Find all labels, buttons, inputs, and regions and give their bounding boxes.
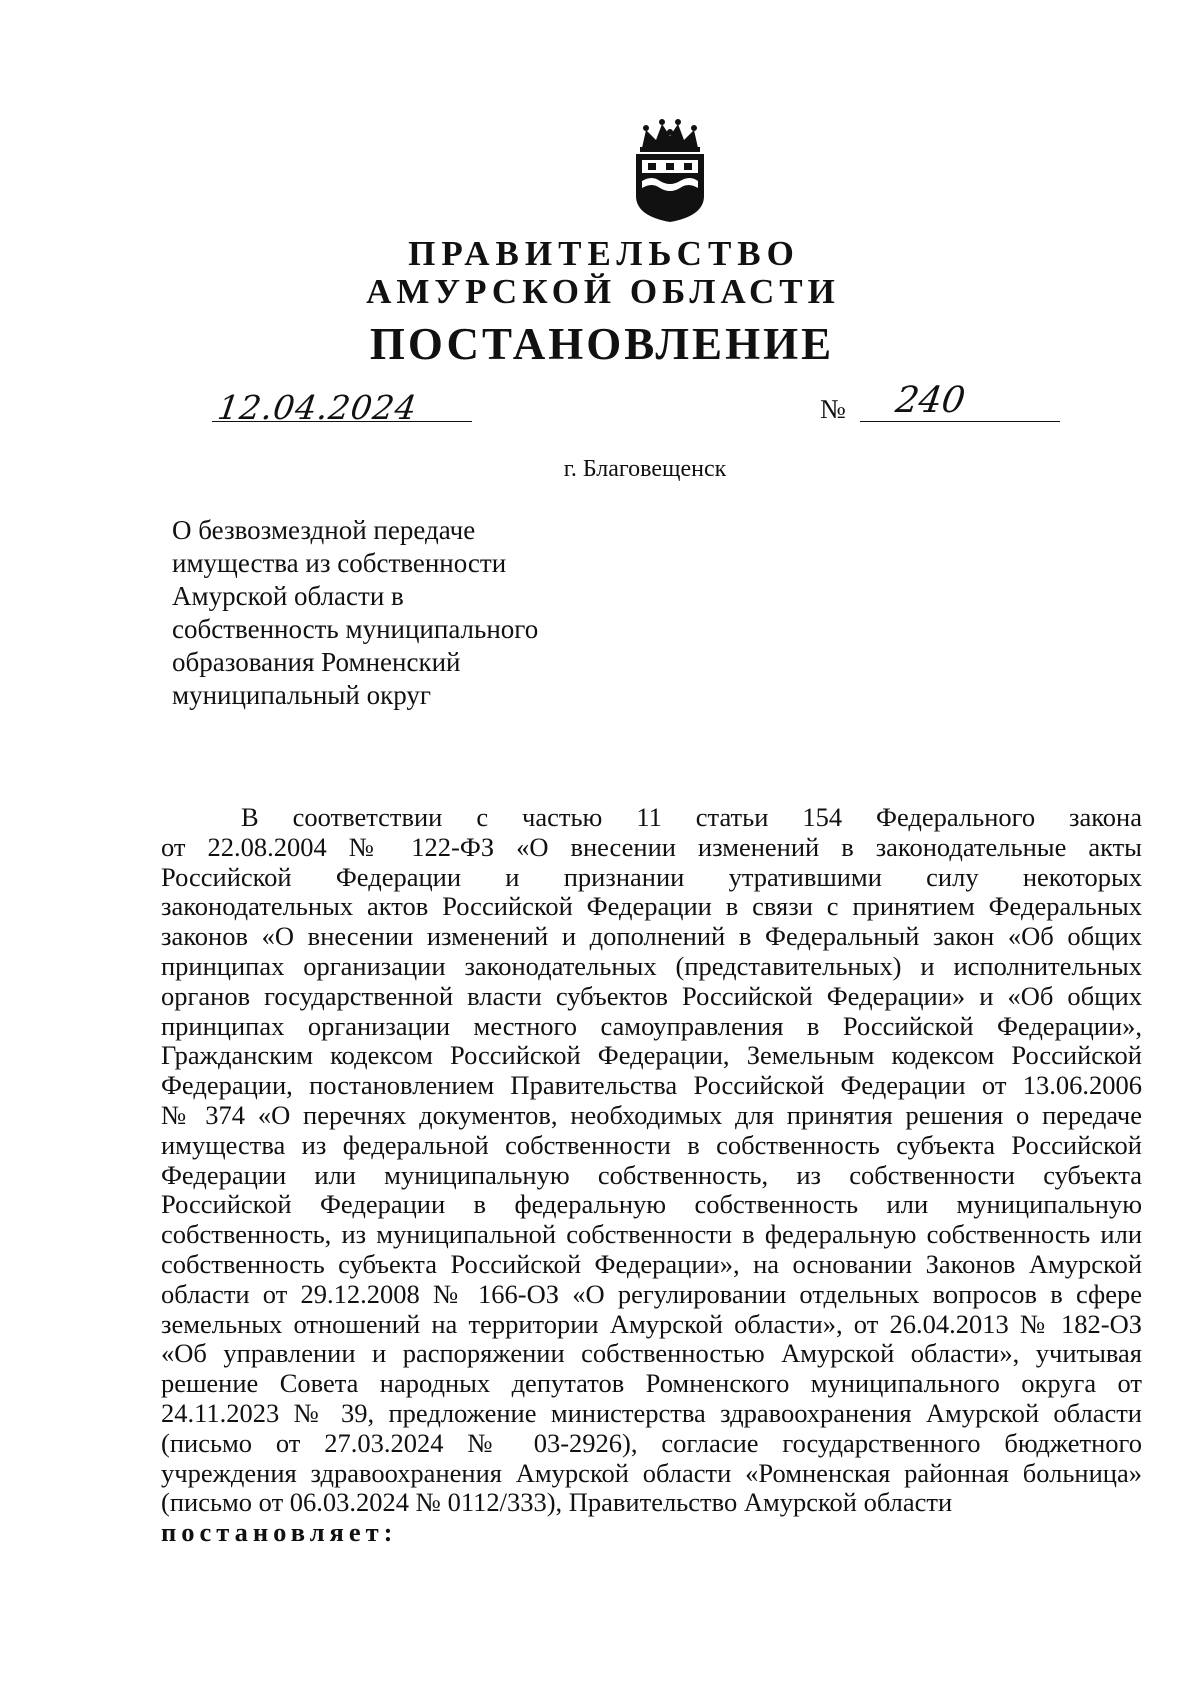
- body-line: решение Совета народных депутатов Ромненского муниципального округа от: [161, 1368, 1142, 1399]
- subject-line: О безвозмездной передаче: [172, 515, 476, 545]
- body-line: от 22.08.2004 № 122-ФЗ «О внесении изменений в законодательные акты: [161, 831, 1142, 862]
- body-line: (письмо от 06.03.2024 № 0112/333), Правительство Амурской области: [161, 1487, 953, 1518]
- resolves-keyword: постановляет:: [161, 1517, 398, 1548]
- body-line: законодательных актов Российской Федерации в связи с принятием Федеральных: [161, 891, 1142, 922]
- body-line: 24.11.2023 № 39, предложение министерства здравоохранения Амурской области: [161, 1397, 1142, 1428]
- handwritten-date: 12.04.2024: [215, 388, 420, 427]
- body-line: (письмо от 27.03.2024 № 03-2926), согласие государственного бюджетного: [161, 1427, 1142, 1458]
- body-line: собственность, из муниципальной собственности в федеральную собственность или: [161, 1219, 1142, 1250]
- organization-name-line1: ПРАВИТЕЛЬСТВО: [408, 234, 800, 273]
- document-type-title: ПОСТАНОВЛЕНИЕ: [369, 319, 835, 369]
- subject-line: Амурской области в: [172, 581, 404, 611]
- body-line: Российской Федерации в федеральную собственность или муниципальную: [161, 1189, 1142, 1220]
- number-sign: №: [820, 394, 846, 424]
- amur-region-coat-of-arms: [628, 118, 712, 224]
- body-line: земельных отношений на территории Амурской области», от 26.04.2013 № 182-ОЗ: [161, 1308, 1142, 1339]
- document-subject: [172, 514, 592, 712]
- body-line: № 374 «О перечнях документов, необходимых для принятия решения о передаче: [161, 1099, 1142, 1130]
- number-underline: [860, 421, 1060, 422]
- subject-line: образования Ромненский: [172, 647, 461, 677]
- body-line: Гражданским кодексом Российской Федерации, Земельным кодексом Российской: [161, 1040, 1142, 1071]
- body-line: собственность субъекта Российской Федерации», на основании Законов Амурской: [161, 1248, 1142, 1279]
- body-line: Российской Федерации и признании утратившими силу некоторых: [161, 861, 1142, 892]
- body-line: органов государственной власти субъектов Российской Федерации» и «Об общих: [161, 980, 1142, 1011]
- body-line: законов «О внесении изменений и дополнений в Федеральный закон «Об общих: [161, 921, 1142, 952]
- body-line: Федерации, постановлением Правительства Российской Федерации от 13.06.2006: [161, 1070, 1142, 1101]
- subject-line: имущества из собственности: [172, 548, 507, 578]
- body-line: имущества из федеральной собственности в собственность субъекта Российской: [161, 1129, 1142, 1160]
- body-line: области от 29.12.2008 № 166-ОЗ «О регулировании отдельных вопросов в сфере: [161, 1278, 1142, 1309]
- subject-line: собственность муниципального: [172, 614, 539, 644]
- date-underline: [212, 421, 472, 422]
- body-line: Федерации или муниципальную собственность, из собственности субъекта: [161, 1159, 1142, 1190]
- organization-name-line2: АМУРСКОЙ ОБЛАСТИ: [366, 272, 840, 311]
- city-of-issue: г. Благовещенск: [563, 456, 727, 482]
- preamble-text: [161, 803, 1142, 1548]
- body-line: «Об управлении и распоряжении собственностью Амурской области», учитывая: [161, 1338, 1142, 1369]
- body-line: В соответствии с частью 11 статьи 154 Федерального закона: [241, 802, 1142, 832]
- handwritten-document-number: 240: [893, 380, 968, 421]
- body-line: принципах организации местного самоуправления в Российской Федерации»,: [161, 1010, 1142, 1041]
- body-line: принципах организации законодательных (представительных) и исполнительных: [161, 950, 1142, 981]
- subject-line: муниципальный округ: [172, 680, 431, 710]
- body-line: учреждения здравоохранения Амурской области «Ромненская районная больница»: [161, 1457, 1142, 1488]
